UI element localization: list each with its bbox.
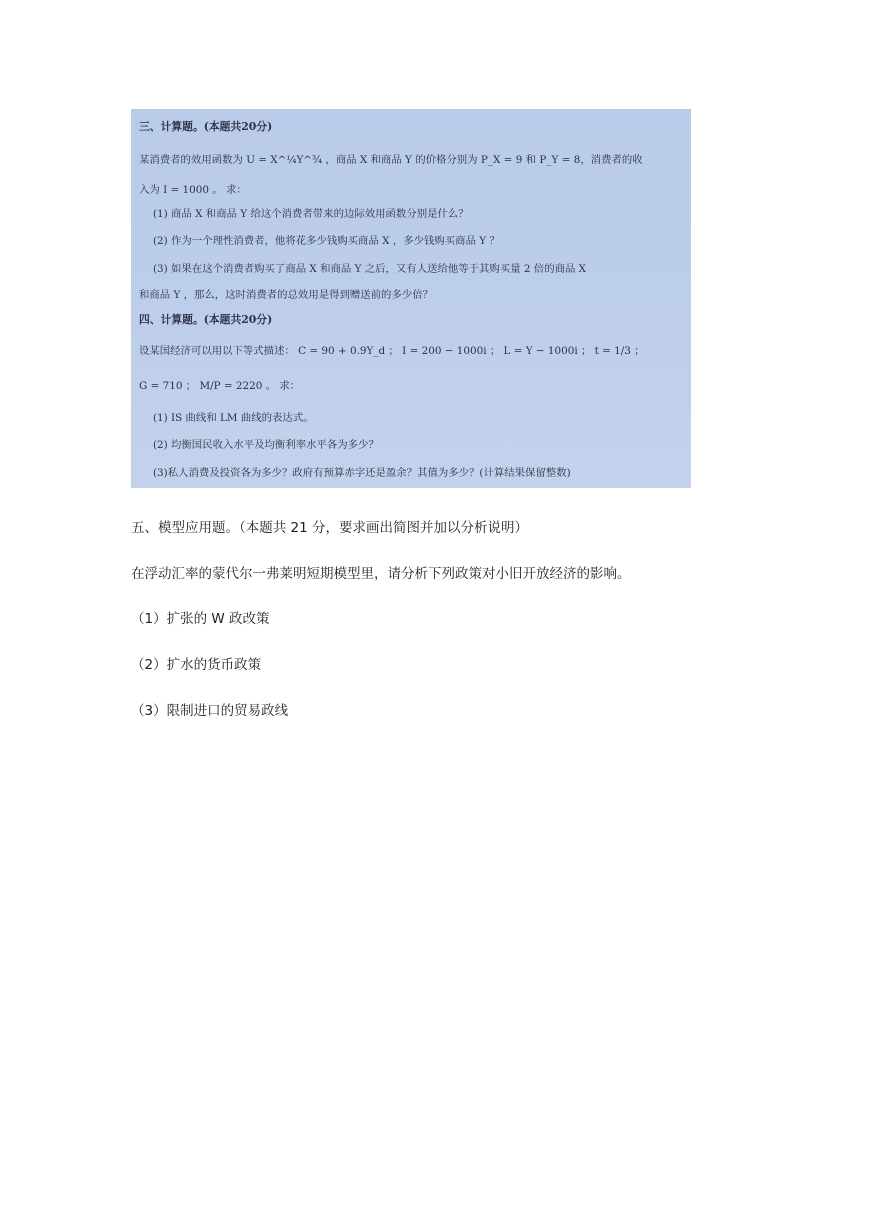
section4-question-3: (3)私人消费及投资各为多少？政府有预算赤字还是盈余？其值为多少？(计算结果保留整数) [153, 467, 571, 479]
section3-heading: 三、计算题。(本题共20分) [139, 120, 273, 133]
section5-item-2: （2）扩水的货币政策 [131, 657, 262, 673]
section3-question-3-line1: (3) 如果在这个消费者购买了商品 X 和商品 Y 之后，又有人送给他等于其购买量 2 倍的商品 X [153, 263, 587, 275]
section4-intro-line2: G = 710 ； M/P = 2220 。 求： [139, 380, 301, 392]
section3-question-1: (1) 商品 X 和商品 Y 给这个消费者带来的边际效用函数分别是什么？ [153, 208, 469, 220]
section5-heading: 五、模型应用题。（本题共 21 分，要求画出简图并加以分析说明） [131, 520, 529, 536]
section3-intro-line1: 某消费者的效用函数为 U = X^¼Y^¾ ，商品 X 和商品 Y 的价格分别为 P_X = 9 和 P_Y = 8，消费者的收 [139, 154, 643, 166]
exam-photo [131, 109, 691, 488]
section3-intro-line2: 入为 I = 1000 。 求： [139, 184, 247, 196]
section5-item-1: （1）扩张的 W 政改策 [131, 611, 270, 627]
section3-question-2: (2) 作为一个理性消费者，他将花多少钱购买商品 X ，多少钱购买商品 Y ？ [153, 235, 500, 247]
section4-intro-line1: 设某国经济可以用以下等式描述： C = 90 + 0.9Y_d ； I = 200 − 1000i ； L = Y − 1000i ； t = 1/3 ； [139, 345, 645, 357]
section4-heading: 四、计算题。(本题共20分) [139, 313, 273, 326]
section5-item-3: （3）限制进口的贸易政线 [131, 703, 289, 719]
section4-question-2: (2) 均衡国民收入水平及均衡利率水平各为多少？ [153, 439, 379, 451]
section3-question-3-line2: 和商品 Y ，那么，这时消费者的总效用是得到赠送前的多少倍？ [139, 289, 434, 301]
section5-intro: 在浮动汇率的蒙代尔一弗莱明短期模型里，请分析下列政策对小旧开放经济的影响。 [131, 566, 631, 582]
section4-question-1: (1) IS 曲线和 LM 曲线的表达式。 [153, 412, 314, 424]
